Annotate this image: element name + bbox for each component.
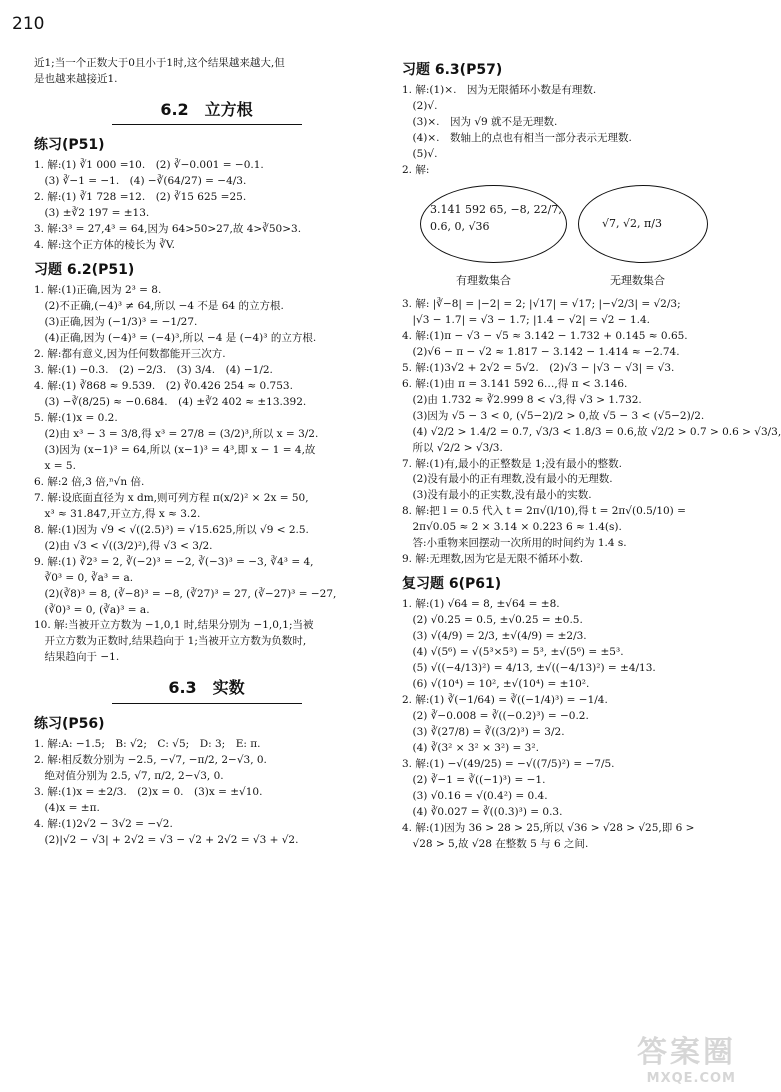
answer-line: 2. 解: [402, 164, 430, 177]
right-column [402, 56, 781, 853]
answer-line: (2)√. [402, 100, 438, 113]
answer-line: (2)没有最小的正有理数,没有最小的无理数. [402, 473, 613, 486]
homework-6-3-list-a [402, 83, 740, 179]
answer-line: (3) ∛−1 = −1. (4) −∛(64/27) = −4/3. [34, 175, 247, 188]
page-number: 210 [12, 14, 45, 34]
left-column [34, 56, 379, 849]
answer-line: 3. 解:(1) −0.3. (2) −2/3. (3) 3/4. (4) −1/2. [34, 364, 273, 377]
answer-line: 1. 解:A: −1.5; B: √2; C: √5; D: 3; E: π. [34, 737, 261, 750]
answer-line: (2)由 1.732 ≈ ∛2.999 8 < √3,得 √3 > 1.732. [402, 393, 642, 406]
answer-line: (3)因为 (x−1)³ = 64,所以 (x−1)³ = 4³,即 x − 1 = 4,故 [34, 444, 316, 456]
rational-members-line: 0.6, 0, √36 [430, 220, 490, 234]
answer-line: 4. 解:这个正方体的棱长为 ∛V. [34, 239, 176, 252]
answer-line: 绝对值分别为 2.5, √7, π/2, 2−√3, 0. [34, 769, 224, 782]
answer-line: 3. 解:(1) −√(49/25) = −√((7/5)²) = −7/5. [402, 757, 615, 770]
answer-line: (2) √0.25 = 0.5, ±√0.25 = ±0.5. [402, 614, 583, 627]
answer-line: 5. 解:(1)3√2 + 2√2 = 5√2. (2)√3 − |√3 − √3| = √3. [402, 361, 675, 374]
answer-line: |√3 − 1.7| = √3 − 1.7; |1.4 − √2| = √2 − 1.4. [402, 313, 650, 326]
rational-set-label: 有理数集合 [456, 273, 511, 287]
answer-line: (5) √((−4/13)²) = 4/13, ±√((−4/13)²) = ±4/13. [402, 662, 656, 675]
review-heading-6: 复习题 6(P61) [402, 576, 502, 593]
answer-line: (4) √2/2 > 1.4/2 = 0.7, √3/3 < 1.8/3 = 0.6,故 √2/2 > 0.7 > 0.6 > √3/3, [402, 425, 781, 438]
answer-line: (3)×. 因为 √9 就不是无理数. [402, 116, 558, 129]
homework-heading-6-2: 习题 6.2(P51) [34, 262, 135, 279]
answer-line: (4) ∛(3² × 3² × 3²) = 3². [402, 742, 539, 755]
answer-line: (4)正确,因为 (−4)³ = (−4)³,所以 −4 是 (−4)³ 的立方根. [34, 332, 317, 345]
answer-line: (4)×. 数轴上的点也有相当一部分表示无理数. [402, 132, 632, 145]
exercise-p51-list [34, 158, 379, 254]
answer-line: 所以 √2/2 > √3/3. [402, 441, 503, 454]
answer-line: 9. 解:(1) ∛2³ = 2, ∛(−2)³ = −2, ∛(−3)³ = −3, ∛4³ = 4, [34, 555, 314, 568]
answer-line: 开立方数为正数时,结果趋向于 1;当被开立方数为负数时, [34, 635, 307, 648]
answer-line: (∛0)³ = 0, (∛a)³ = a. [34, 603, 150, 616]
rational-members-line: 3.141 592 65, −8, 22/7, [430, 202, 562, 216]
answer-line: 4. 解:(1) ∛868 ≈ 9.539. (2) ∛0.426 254 ≈ 0.753. [34, 380, 293, 393]
answer-line: 2. 解:相反数分别为 −2.5, −√7, −π/2, 2−√3, 0. [34, 753, 267, 766]
answer-line: (3) ∛(27/8) = ∛((3/2)³) = 3/2. [402, 726, 565, 739]
answer-line: (2)由 √3 < √((3/2)²),得 √3 < 3/2. [34, 539, 213, 552]
answer-line: 8. 解:把 l = 0.5 代入 t = 2π√(l/10),得 t = 2π√(0.5/10) = [402, 505, 686, 518]
answer-line: 3. 解: |∛−8| = |−2| = 2; |√17| = √17; |−√2/3| = √2/3; [402, 297, 681, 310]
answer-line: (2) ∛−1 = ∛((−1)³) = −1. [402, 773, 546, 786]
number-sets-diagram [402, 179, 740, 297]
answer-line: (2)√6 − π − √2 ≈ 1.817 − 3.142 − 1.414 ≈ −2.74. [402, 345, 680, 358]
answer-line: (3)没有最小的正实数,没有最小的实数. [402, 489, 592, 502]
answer-line: 1. 解:(1) √64 = 8, ±√64 = ±8. [402, 598, 560, 611]
answer-line: x³ ≈ 31.847,开立方,得 x ≈ 3.2. [34, 507, 201, 520]
answer-line: 5. 解:(1)x = 0.2. [34, 412, 118, 425]
answer-line: 2. 解:(1) ∛1 728 =12. (2) ∛15 625 =25. [34, 191, 247, 204]
answer-line: (3) √(4/9) = 2/3, ±√(4/9) = ±2/3. [402, 630, 587, 643]
answer-line: 2. 解:都有意义,因为任何数都能开三次方. [34, 348, 226, 361]
answer-line: 7. 解:(1)有,最小的正整数是 1;没有最小的整数. [402, 457, 622, 470]
answer-line: (3) √0.16 = √(0.4²) = 0.4. [402, 789, 548, 802]
answer-line: 6. 解:(1)由 π = 3.141 592 6…,得 π < 3.146. [402, 377, 628, 390]
answer-line: 7. 解:设底面直径为 x dm,则可列方程 π(x/2)² × 2x = 50, [34, 491, 309, 504]
answer-line: 2π√0.05 ≈ 2 × 3.14 × 0.223 6 ≈ 1.4(s). [402, 521, 622, 534]
homework-heading-6-3: 习题 6.3(P57) [402, 62, 503, 78]
answer-line: (2) ∛−0.008 = ∛((−0.2)³) = −0.2. [402, 710, 589, 723]
answer-line: 4. 解:(1)2√2 − 3√2 = −√2. [34, 817, 173, 830]
exercise-heading-p56: 练习(P56) [34, 715, 105, 732]
watermark-logo [637, 1027, 736, 1086]
answer-line: (3)正确,因为 (−1/3)³ = −1/27. [34, 316, 198, 329]
answer-line: 1. 解:(1) ∛1 000 =10. (2) ∛−0.001 = −0.1. [34, 159, 264, 172]
exercise-p56-list [34, 737, 379, 849]
exercise-heading-p51: 练习(P51) [34, 137, 105, 154]
answer-line: 6. 解:2 倍,3 倍,ⁿ√n 倍. [34, 475, 145, 488]
answer-line: 1. 解:(1)×. 因为无限循环小数是有理数. [402, 84, 597, 97]
homework-6-2-list [34, 283, 379, 666]
answer-line: (2)(∛8)³ = 8, (∛−8)³ = −8, (∛27)³ = 27, (∛−27)³ = −27, [34, 587, 337, 600]
rational-set-members [430, 201, 562, 235]
homework-6-3-list-b [402, 297, 781, 568]
review-6-list [402, 597, 740, 852]
answer-line: (2)|√2 − √3| + 2√2 = √3 − √2 + 2√2 = √3 + √2. [34, 833, 299, 846]
intro-line: 是也越来越接近1. [34, 72, 118, 85]
answer-line: 结果趋向于 −1. [34, 651, 120, 664]
section-rule [112, 124, 302, 125]
watermark-text: 答案圈 [637, 1035, 736, 1070]
answer-line: 4. 解:(1)π − √3 − √5 ≈ 3.142 − 1.732 + 0.145 ≈ 0.65. [402, 329, 688, 342]
answer-line: 10. 解:当被开立方数为 −1,0,1 时,结果分别为 −1,0,1;当被 [34, 619, 314, 632]
answer-line: 3. 解:3³ = 27,4³ = 64,因为 64>50>27,故 4>∛50>3. [34, 223, 302, 236]
answer-line: (5)√. [402, 148, 438, 161]
answer-line: 9. 解:无理数,因为它是无限不循环小数. [402, 553, 584, 566]
watermark-domain: MXQE.COM [646, 1071, 736, 1086]
answer-line: 4. 解:(1)因为 36 > 28 > 25,所以 √36 > √28 > √25,即 6 > [402, 821, 695, 834]
answer-line: (3)因为 √5 − 3 < 0, (√5−2)/2 > 0,故 √5 − 3 < (√5−2)/2. [402, 409, 705, 422]
irrational-set-members: √7, √2, π/3 [602, 216, 662, 230]
intro-line: 近1;当一个正数大于0且小于1时,这个结果越来越大,但 [34, 57, 285, 69]
answer-line: (6) √(10⁴) = 10², ±√(10⁴) = ±10². [402, 678, 590, 691]
answer-line: ∛0³ = 0, ∛a³ = a. [34, 571, 134, 584]
answer-line: (2)不正确,(−4)³ ≠ 64,所以 −4 不是 64 的立方根. [34, 300, 284, 313]
answer-line: (3) −∛(8/25) ≈ −0.684. (4) ±∛2 402 ≈ ±13.392. [34, 396, 307, 409]
section-rule [112, 703, 302, 704]
answer-line: 8. 解:(1)因为 √9 < √((2.5)³) = √15.625,所以 √9 < 2.5. [34, 523, 309, 536]
answer-line: 3. 解:(1)x = ±2/3. (2)x = 0. (3)x = ±√10. [34, 785, 263, 798]
answer-line: (4)x = ±π. [34, 801, 100, 814]
answer-line: (2)由 x³ − 3 = 3/8,得 x³ = 27/8 = (3/2)³,所以 x = 3/2. [34, 428, 319, 441]
irrational-set-label: 无理数集合 [610, 273, 665, 287]
answer-line: x = 5. [34, 459, 76, 472]
section-title-6-3: 6.3 实数 [168, 678, 245, 698]
answer-line: 1. 解:(1)正确,因为 2³ = 8. [34, 284, 162, 297]
answer-line: 答:小重物来回摆动一次所用的时间约为 1.4 s. [402, 537, 627, 550]
answer-line: (4) √(5⁶) = √(5³×5³) = 5³, ±√(5⁶) = ±5³. [402, 646, 624, 659]
answer-line: 2. 解:(1) ∛(−1/64) = ∛((−1/4)³) = −1/4. [402, 694, 608, 707]
answer-line: √28 > 5,故 √28 在整数 5 与 6 之间. [402, 837, 589, 850]
answer-line: (3) ±∛2 197 = ±13. [34, 207, 150, 220]
answer-line: (4) ∛0.027 = ∛((0.3)³) = 0.3. [402, 805, 563, 818]
section-title-6-2: 6.2 立方根 [160, 99, 253, 119]
